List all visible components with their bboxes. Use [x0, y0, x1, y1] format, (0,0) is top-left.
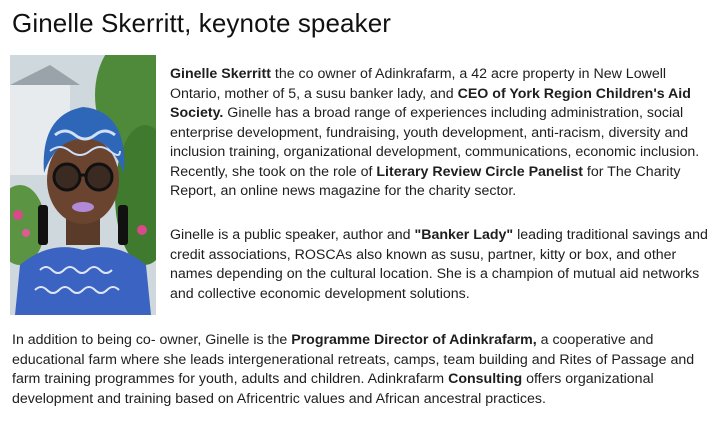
bio-text: leading traditional savings and credit associations, ROSCAs also known as susu, partner, kitty or box, and other names depending on the cultural location. She is a champion of mutual aid networks and collective economic development solutions.: [170, 227, 708, 302]
page-title: Ginelle Skerritt, keynote speaker: [12, 8, 392, 38]
speaker-portrait-illustration: [10, 55, 156, 315]
bio-text: Ginelle is a public speaker, author and: [170, 227, 415, 243]
bio-text: In addition to being co- owner, Ginelle is the: [12, 332, 292, 348]
bio-paragraph-2: [170, 226, 715, 304]
bio-paragraph-3: [12, 331, 716, 409]
bio-paragraph-1: [170, 65, 715, 202]
bio-text: the co owner of Adinkrafarm, a 42 acre property in New Lowell Ontario, mother of 5, a susu banker lady, and: [170, 66, 667, 102]
programme-director-role: Programme Director of Adinkrafarm,: [291, 332, 537, 348]
bio-text: a cooperative and educational farm where she leads intergenerational retreats, camps, team building and Rites of Passage and farm training programmes for youth, adults and children. Adinkrafarm: [12, 332, 695, 387]
speaker-photo: [10, 55, 156, 315]
panelist-role: Literary Review Circle Panelist: [376, 163, 583, 180]
speaker-name: Ginelle Skerritt: [170, 66, 271, 82]
bio-text: for The Charity Report, an online news magazine for the charity sector.: [170, 163, 681, 199]
bio-text: offers organizational development and training based on Africentric values and African ancestral practices.: [12, 371, 654, 407]
consulting-label: Consulting: [448, 371, 523, 387]
bio-text: Ginelle has a broad range of experiences including administration, social enterprise development, fundraising, youth development, anti-racism, diversity and inclusion training, organizational development, communications, economic inclusion. Recently, she took on the role of: [170, 105, 700, 180]
banker-lady-title: "Banker Lady": [414, 227, 514, 243]
ceo-role: CEO of York Region Children's Aid Society.: [170, 85, 691, 121]
